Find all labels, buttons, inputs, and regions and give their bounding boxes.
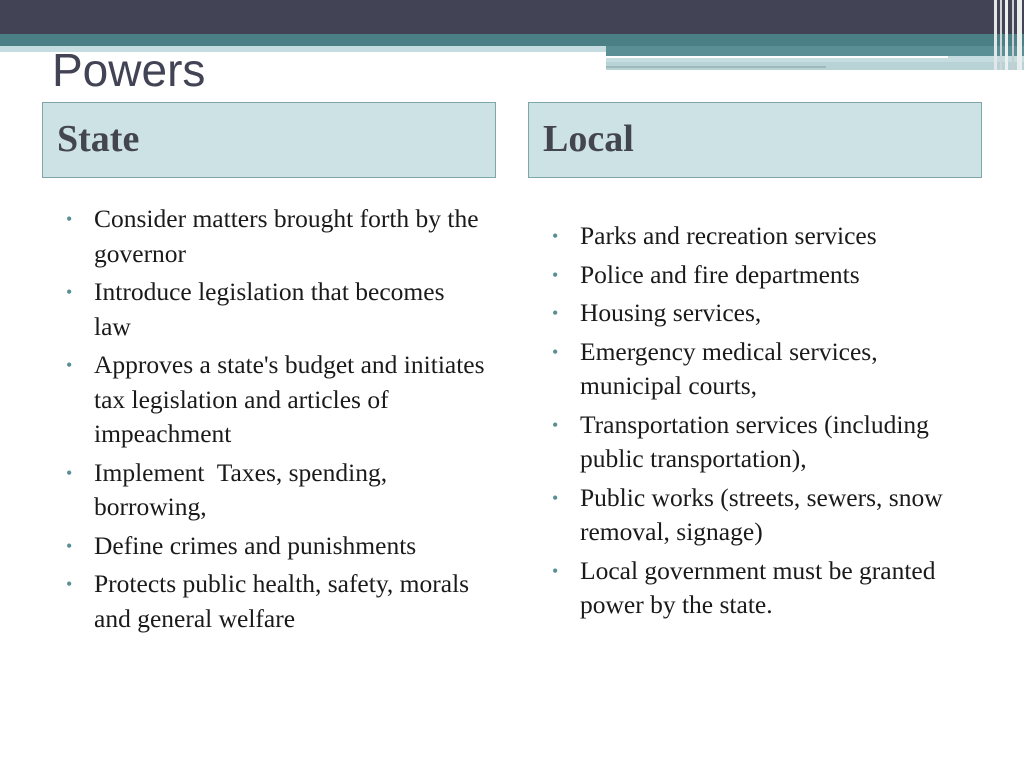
state-heading: State (57, 118, 140, 160)
list-item (552, 408, 972, 477)
list-item (552, 219, 972, 254)
bullet-icon: • (66, 535, 73, 556)
bullet-icon: • (552, 303, 559, 323)
state-column-header (42, 102, 496, 178)
bullet-icon: • (66, 462, 73, 483)
corner-bar (1005, 0, 1008, 70)
list-item-text: Transportation services (including public transportation), (580, 409, 929, 473)
list-item (66, 567, 486, 636)
corner-bar (994, 0, 997, 70)
bullet-icon: • (66, 209, 73, 229)
top-band-dark (0, 0, 1024, 34)
local-column-header (528, 102, 982, 178)
list-item (66, 275, 486, 344)
bullet-icon: • (552, 341, 559, 362)
list-item-text: Consider matters brought forth by the governor (94, 204, 479, 268)
list-item-text: Protects public health, safety, morals and general welfare (94, 569, 470, 633)
list-item-text: Housing services, (580, 298, 762, 327)
bullet-icon: • (552, 487, 559, 508)
list-item (66, 348, 486, 452)
corner-bar (1012, 0, 1014, 70)
top-band-white-line (606, 56, 948, 58)
top-band-teal-right (606, 46, 1024, 56)
list-item (552, 481, 972, 550)
bullet-icon: • (552, 560, 559, 581)
list-item (552, 554, 972, 623)
list-item-text: Public works (streets, sewers, snow removal, signage) (580, 482, 943, 546)
list-item-text: Define crimes and punishments (94, 530, 417, 560)
list-item-text: Police and fire departments (580, 259, 860, 289)
list-item (552, 258, 972, 293)
bullet-icon: • (66, 574, 73, 594)
list-item (66, 456, 486, 525)
list-item-text: Emergency medical services, municipal courts, (580, 336, 878, 400)
list-item-text: Introduce legislation that becomes law (94, 277, 445, 341)
list-item (552, 335, 972, 404)
local-powers-list (552, 219, 972, 627)
list-item-text: Local government must be granted power by the state. (580, 555, 936, 619)
corner-bar (1017, 0, 1022, 70)
list-item (552, 296, 972, 331)
corner-bar (1000, 0, 1002, 70)
bullet-icon: • (552, 264, 559, 285)
state-powers-list (66, 202, 486, 640)
top-band-gray-line (606, 66, 826, 68)
bullet-icon: • (66, 355, 73, 375)
local-heading: Local (543, 118, 634, 160)
list-item-text: Parks and recreation services (580, 221, 877, 250)
bullet-icon: • (552, 414, 559, 435)
list-item (66, 202, 486, 271)
list-item (66, 529, 486, 564)
slide-title: Powers (52, 44, 206, 96)
bullet-icon: • (552, 226, 559, 246)
bullet-icon: • (66, 282, 73, 302)
corner-vertical-bars (992, 0, 1024, 70)
list-item-text: Implement Taxes, spending, borrowing, (94, 457, 394, 521)
list-item-text: Approves a state's budget and initiates tax legislation and articles of impeachment (94, 350, 485, 448)
